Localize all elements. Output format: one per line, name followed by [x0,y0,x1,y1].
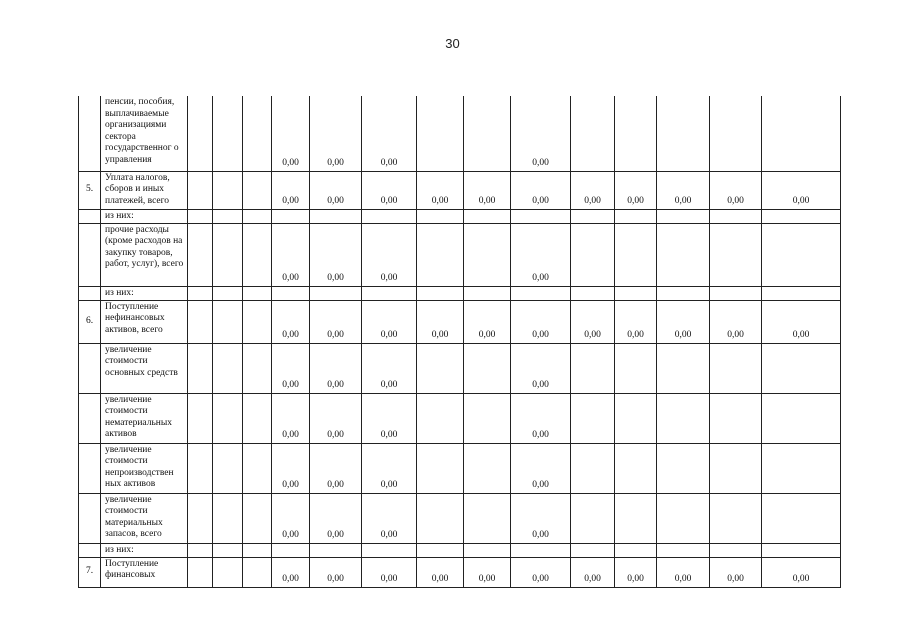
value-cell: 0,00 [310,343,362,393]
value-cell: 0,00 [362,493,417,543]
value-cell [571,493,615,543]
value-cell [762,493,841,543]
value-cell: 0,00 [272,300,310,343]
value-cell [571,209,615,223]
value-cell: 0,00 [272,171,310,209]
value-cell [213,557,243,587]
value-cell [417,493,464,543]
value-cell: 0,00 [310,493,362,543]
value-cell [243,300,272,343]
value-cell [243,393,272,443]
value-cell [571,443,615,493]
value-cell: 0,00 [710,557,762,587]
value-cell [571,286,615,300]
value-cell [213,209,243,223]
row-label: Уплата налогов, сборов и иных платежей, всего [101,171,188,209]
value-cell [762,223,841,286]
value-cell: 0,00 [362,393,417,443]
value-cell: 0,00 [571,300,615,343]
value-cell [615,209,657,223]
value-cell [657,443,710,493]
value-cell: 0,00 [511,223,571,286]
value-cell: 0,00 [310,557,362,587]
value-cell: 0,00 [511,343,571,393]
value-cell: 0,00 [615,171,657,209]
row-label: из них: [101,209,188,223]
value-cell [464,443,511,493]
row-label: Поступление финансовых [101,557,188,587]
value-cell [657,209,710,223]
budget-table [78,96,841,588]
value-cell [243,557,272,587]
value-cell [464,493,511,543]
value-cell [213,300,243,343]
value-cell [213,543,243,557]
value-cell: 0,00 [272,557,310,587]
value-cell [657,343,710,393]
value-cell [615,443,657,493]
value-cell: 0,00 [362,557,417,587]
value-cell: 0,00 [511,393,571,443]
table-row [79,209,841,223]
value-cell [243,209,272,223]
table-body [79,96,841,587]
row-number: 7. [79,557,101,587]
value-cell [243,96,272,171]
row-number [79,286,101,300]
table-row [79,171,841,209]
value-cell: 0,00 [762,171,841,209]
table-row [79,557,841,587]
value-cell [213,343,243,393]
value-cell [464,543,511,557]
value-cell [511,209,571,223]
row-label: увеличение стоимости непроизводствен ных активов [101,443,188,493]
row-label: Поступление нефинансовых активов, всего [101,300,188,343]
table-row [79,493,841,543]
value-cell: 0,00 [571,557,615,587]
value-cell [188,343,213,393]
value-cell [417,393,464,443]
row-label: увеличение стоимости основных средств [101,343,188,393]
value-cell: 0,00 [464,557,511,587]
value-cell [310,286,362,300]
value-cell [762,209,841,223]
value-cell [571,543,615,557]
value-cell [710,209,762,223]
value-cell [464,393,511,443]
value-cell [213,393,243,443]
row-number [79,223,101,286]
value-cell [272,286,310,300]
value-cell [213,96,243,171]
value-cell [710,443,762,493]
value-cell [188,300,213,343]
value-cell: 0,00 [511,300,571,343]
value-cell [417,343,464,393]
value-cell [464,209,511,223]
row-label: увеличение стоимости материальных запасов, всего [101,493,188,543]
value-cell: 0,00 [511,96,571,171]
value-cell: 0,00 [571,171,615,209]
value-cell [710,223,762,286]
table-row [79,96,841,171]
value-cell [213,171,243,209]
value-cell [188,543,213,557]
value-cell: 0,00 [362,300,417,343]
value-cell: 0,00 [272,493,310,543]
table-row [79,393,841,443]
value-cell [657,96,710,171]
value-cell: 0,00 [417,300,464,343]
value-cell [213,223,243,286]
value-cell [188,443,213,493]
value-cell [762,443,841,493]
value-cell: 0,00 [657,557,710,587]
value-cell [571,343,615,393]
value-cell [511,543,571,557]
value-cell [417,286,464,300]
value-cell [657,223,710,286]
value-cell [464,343,511,393]
value-cell [188,209,213,223]
value-cell [213,286,243,300]
value-cell [188,393,213,443]
value-cell: 0,00 [272,443,310,493]
value-cell [657,543,710,557]
value-cell: 0,00 [657,171,710,209]
value-cell [272,543,310,557]
value-cell [213,443,243,493]
value-cell [243,171,272,209]
value-cell [243,543,272,557]
page-number: 30 [445,36,460,51]
value-cell: 0,00 [615,300,657,343]
row-label: увеличение стоимости нематериальных активов [101,393,188,443]
value-cell: 0,00 [762,557,841,587]
value-cell: 0,00 [272,393,310,443]
value-cell: 0,00 [362,443,417,493]
row-number [79,96,101,171]
value-cell [243,343,272,393]
value-cell: 0,00 [362,343,417,393]
value-cell [615,543,657,557]
value-cell [243,286,272,300]
value-cell [762,343,841,393]
row-number [79,543,101,557]
value-cell: 0,00 [417,171,464,209]
value-cell: 0,00 [511,443,571,493]
table-row [79,543,841,557]
value-cell: 0,00 [762,300,841,343]
value-cell [762,286,841,300]
value-cell [615,493,657,543]
value-cell [188,171,213,209]
value-cell [615,223,657,286]
value-cell [464,286,511,300]
value-cell [615,96,657,171]
value-cell [272,209,310,223]
value-cell: 0,00 [362,223,417,286]
row-number [79,343,101,393]
value-cell [710,493,762,543]
row-label: прочие расходы (кроме расходов на закупку товаров, работ, услуг), всего [101,223,188,286]
value-cell: 0,00 [310,223,362,286]
value-cell [762,543,841,557]
value-cell [571,393,615,443]
value-cell [417,443,464,493]
row-number [79,443,101,493]
value-cell [615,393,657,443]
value-cell: 0,00 [362,96,417,171]
value-cell [310,209,362,223]
value-cell: 0,00 [310,443,362,493]
value-cell [310,543,362,557]
value-cell: 0,00 [310,96,362,171]
value-cell: 0,00 [272,343,310,393]
value-cell [571,96,615,171]
value-cell [243,493,272,543]
value-cell: 0,00 [272,223,310,286]
value-cell: 0,00 [710,171,762,209]
value-cell [417,543,464,557]
value-cell [362,209,417,223]
value-cell [362,286,417,300]
value-cell [571,223,615,286]
row-number [79,209,101,223]
table-row [79,286,841,300]
row-number [79,493,101,543]
value-cell: 0,00 [310,300,362,343]
value-cell: 0,00 [362,171,417,209]
value-cell [243,223,272,286]
value-cell: 0,00 [464,171,511,209]
value-cell [615,343,657,393]
value-cell: 0,00 [511,493,571,543]
value-cell [417,96,464,171]
value-cell: 0,00 [657,300,710,343]
row-label: из них: [101,286,188,300]
value-cell [188,493,213,543]
value-cell: 0,00 [417,557,464,587]
value-cell [243,443,272,493]
value-cell [464,96,511,171]
value-cell [464,223,511,286]
value-cell [657,393,710,443]
value-cell [657,286,710,300]
value-cell [710,286,762,300]
value-cell: 0,00 [511,171,571,209]
value-cell [188,557,213,587]
table-row [79,343,841,393]
value-cell: 0,00 [511,557,571,587]
value-cell [710,96,762,171]
table-row [79,300,841,343]
value-cell: 0,00 [272,96,310,171]
value-cell [511,286,571,300]
table-row [79,443,841,493]
value-cell [188,286,213,300]
table-row [79,223,841,286]
value-cell [417,223,464,286]
value-cell [188,223,213,286]
row-number: 6. [79,300,101,343]
row-number: 5. [79,171,101,209]
row-number [79,393,101,443]
value-cell [762,393,841,443]
value-cell [188,96,213,171]
value-cell [710,343,762,393]
value-cell [710,543,762,557]
value-cell [362,543,417,557]
value-cell [615,286,657,300]
value-cell: 0,00 [464,300,511,343]
value-cell: 0,00 [310,171,362,209]
value-cell [762,96,841,171]
value-cell: 0,00 [615,557,657,587]
value-cell: 0,00 [710,300,762,343]
value-cell: 0,00 [310,393,362,443]
row-label: пенсии, пособия, выплачиваемые организациями сектора государственног о управления [101,96,188,171]
value-cell [417,209,464,223]
value-cell [213,493,243,543]
value-cell [710,393,762,443]
value-cell [657,493,710,543]
row-label: из них: [101,543,188,557]
